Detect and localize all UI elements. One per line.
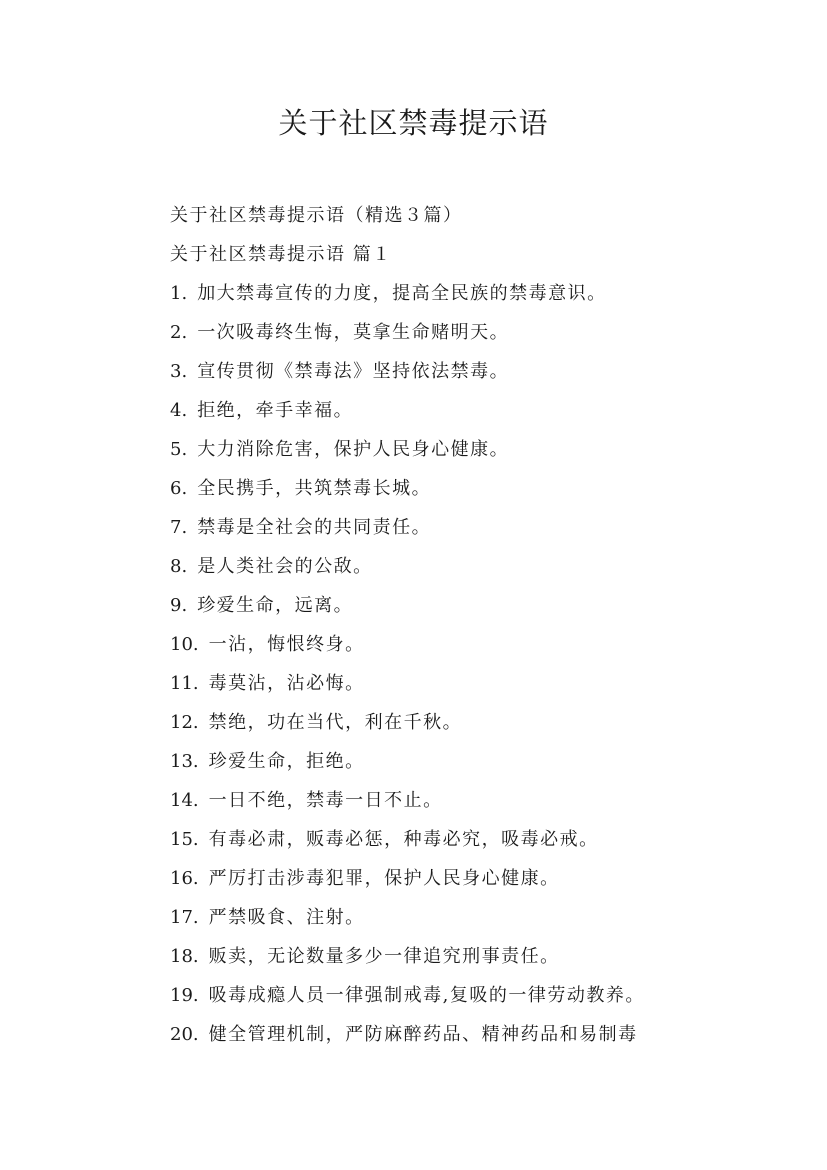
- list-item-number: 14.: [170, 790, 199, 811]
- list-item-text: 一次吸毒终生悔，莫拿生命赌明天。: [197, 322, 510, 343]
- list-item: [170, 274, 730, 313]
- list-item-text: 有毒必肃，贩毒必惩，种毒必究，吸毒必戒。: [208, 829, 599, 850]
- list-item-text: 珍爱生命，远离。: [197, 595, 354, 616]
- list-item: [170, 391, 730, 430]
- list-item-number: 9.: [170, 595, 188, 616]
- list-item-text: 吸毒成瘾人员一律强制戒毒,复吸的一律劳动教养。: [208, 985, 645, 1006]
- list-item: [170, 781, 730, 820]
- list-item: [170, 313, 730, 352]
- document-subtitle: 关于社区禁毒提示语（精选３篇）: [170, 205, 463, 226]
- list-item-number: 20.: [170, 1024, 199, 1045]
- list-item-number: 1.: [170, 283, 188, 304]
- list-item-text: 毒莫沾，沾必悔。: [208, 673, 365, 694]
- list-item-text: 珍爱生命，拒绝。: [208, 751, 365, 772]
- list-item-text: 禁毒是全社会的共同责任。: [197, 517, 432, 538]
- list-item-number: 16.: [170, 868, 199, 889]
- list-item: [170, 352, 730, 391]
- list-item: [170, 898, 730, 937]
- list-item-text: 一日不绝，禁毒一日不止。: [208, 790, 443, 811]
- slogan-list: [170, 274, 730, 1054]
- list-item-number: 3.: [170, 361, 188, 382]
- list-item-text: 健全管理机制，严防麻醉药品、精神药品和易制毒: [208, 1024, 638, 1045]
- document-body: [170, 196, 730, 1054]
- list-item-number: 12.: [170, 712, 199, 733]
- list-item: [170, 937, 730, 976]
- list-item-number: 13.: [170, 751, 199, 772]
- list-item-number: 15.: [170, 829, 199, 850]
- list-item-text: 全民携手，共筑禁毒长城。: [197, 478, 432, 499]
- list-item-number: 2.: [170, 322, 188, 343]
- list-item-number: 11.: [170, 673, 199, 694]
- list-item-text: 拒绝，牵手幸福。: [197, 400, 354, 421]
- list-item: [170, 859, 730, 898]
- list-item: [170, 547, 730, 586]
- list-item-text: 禁绝，功在当代，利在千秋。: [208, 712, 463, 733]
- list-item-number: 6.: [170, 478, 188, 499]
- section-heading: 关于社区禁毒提示语 篇１: [170, 244, 392, 265]
- list-item-number: 17.: [170, 907, 199, 928]
- list-item: [170, 430, 730, 469]
- list-item-text: 贩卖，无论数量多少一律追究刑事责任。: [208, 946, 560, 967]
- list-item-number: 5.: [170, 439, 188, 460]
- list-item: [170, 664, 730, 703]
- list-item-number: 18.: [170, 946, 199, 967]
- list-item-text: 宣传贯彻《禁毒法》坚持依法禁毒。: [197, 361, 510, 382]
- list-item: [170, 703, 730, 742]
- list-item-text: 严厉打击涉毒犯罪，保护人民身心健康。: [208, 868, 560, 889]
- list-item-text: 严禁吸食、注射。: [208, 907, 365, 928]
- list-item-number: 7.: [170, 517, 188, 538]
- list-item-number: 4.: [170, 400, 188, 421]
- list-item: [170, 586, 730, 625]
- list-item-text: 大力消除危害，保护人民身心健康。: [197, 439, 510, 460]
- list-item-number: 19.: [170, 985, 199, 1006]
- list-item: [170, 625, 730, 664]
- list-item-text: 加大禁毒宣传的力度，提高全民族的禁毒意识。: [197, 283, 607, 304]
- list-item-text: 一沾，悔恨终身。: [208, 634, 365, 655]
- list-item: [170, 820, 730, 859]
- list-item: [170, 508, 730, 547]
- list-item-text: 是人类社会的公敌。: [197, 556, 373, 577]
- list-item: [170, 742, 730, 781]
- list-item-number: 8.: [170, 556, 188, 577]
- list-item: [170, 469, 730, 508]
- document-title: 关于社区禁毒提示语: [278, 106, 549, 140]
- list-item-number: 10.: [170, 634, 199, 655]
- list-item: [170, 976, 730, 1015]
- list-item: [170, 1015, 730, 1054]
